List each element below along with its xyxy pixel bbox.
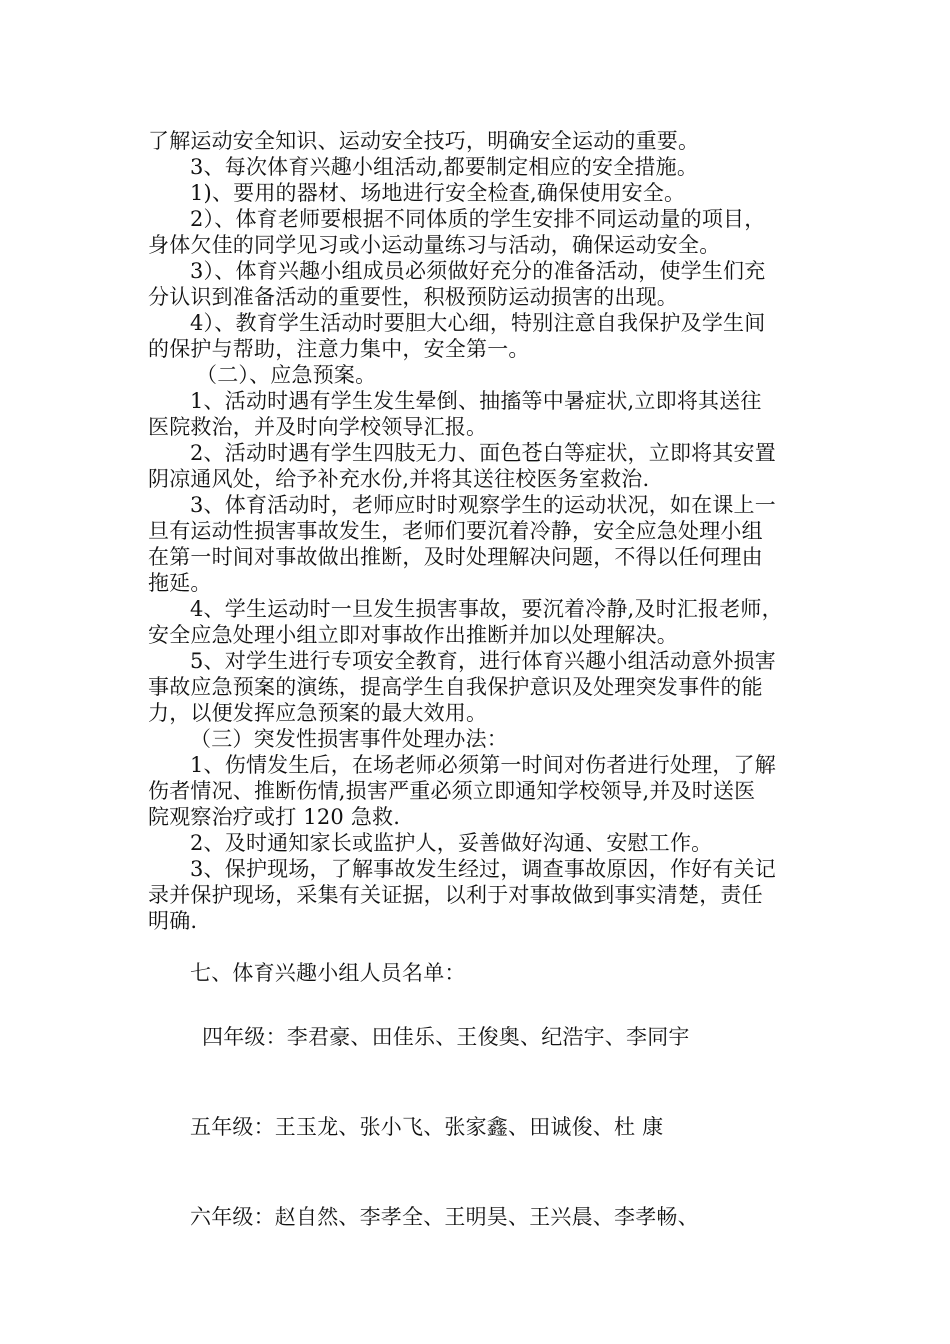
text-line-22: 事故应急预案的演练，提高学生自我保护意识及处理突发事件的能	[148, 675, 763, 699]
text-line-27: 院观察治疗或打 120 急救.	[148, 805, 401, 829]
text-line-23: 力，以便发挥应急预案的最大效用。	[148, 701, 488, 725]
text-line-14: 阴凉通风处，给予补充水份,并将其送往校医务室救治.	[148, 467, 650, 491]
text-line-5: 身体欠佳的同学见习或小运动量练习与活动，确保运动安全。	[148, 233, 721, 257]
text-line-16: 旦有运动性损害事故发生，老师们要沉着冷静，安全应急处理小组	[148, 519, 763, 543]
text-line-12: 医院救治，并及时向学校领导汇报。	[148, 415, 488, 439]
text-line-6: 3）、体育兴趣小组成员必须做好充分的准备活动，使学生们充	[190, 259, 766, 283]
roster-grade-4: 四年级：李君豪、田佳乐、王俊奥、纪浩宇、李同宇	[202, 1025, 690, 1049]
text-line-26: 伤者情况、推断伤情,损害严重必须立即通知学校领导,并及时送医	[148, 779, 756, 803]
text-line-9: 的保护与帮助，注意力集中，安全第一。	[148, 337, 530, 361]
text-line-1: 了解运动安全知识、运动安全技巧，明确安全运动的重要。	[148, 129, 700, 153]
text-line-20: 安全应急处理小组立即对事故作出推断并加以处理解决。	[148, 623, 678, 647]
text-line-15: 3、体育活动时，老师应时时观察学生的运动状况，如在课上一	[190, 493, 776, 517]
text-line-30: 录并保护现场，采集有关证据，以利于对事故做到事实清楚，责任	[148, 883, 763, 907]
section-heading-2: （二）、应急预案。	[196, 363, 377, 387]
text-line-8: 4）、教育学生活动时要胆大心细，特别注意自我保护及学生间	[190, 311, 766, 335]
text-line-2: 3、每次体育兴趣小组活动,都要制定相应的安全措施。	[190, 155, 699, 179]
text-line-13: 2、活动时遇有学生四肢无力、面色苍白等症状，立即将其安置	[190, 441, 776, 465]
text-line-11: 1、活动时遇有学生发生晕倒、抽搐等中暑症状,立即将其送往	[190, 389, 762, 413]
text-line-28: 2、及时通知家长或监护人，妥善做好沟通、安慰工作。	[190, 831, 713, 855]
section-heading-3: （三）突发性损害事件处理办法：	[190, 727, 508, 751]
text-line-7: 分认识到准备活动的重要性，积极预防运动损害的出现。	[148, 285, 678, 309]
text-line-31: 明确.	[148, 909, 198, 933]
text-line-29: 3、保护现场，了解事故发生经过，调查事故原因，作好有关记	[190, 857, 776, 881]
roster-grade-6: 六年级：赵自然、李孝全、王明昊、王兴晨、李孝畅、	[190, 1205, 699, 1229]
text-line-19: 4、学生运动时一旦发生损害事故，要沉着冷静,及时汇报老师，	[190, 597, 783, 621]
text-line-4: 2）、体育老师要根据不同体质的学生安排不同运动量的项目，	[190, 207, 766, 231]
text-line-18: 拖延。	[148, 571, 212, 595]
text-line-21: 5、对学生进行专项安全教育，进行体育兴趣小组活动意外损害	[190, 649, 776, 673]
text-line-3: 1)、要用的器材、场地进行安全检查,确保使用安全。	[190, 181, 686, 205]
text-line-25: 1、伤情发生后，在场老师必须第一时间对伤者进行处理，了解	[190, 753, 776, 777]
roster-grade-5: 五年级：王玉龙、张小飞、张家鑫、田诚俊、杜 康	[190, 1115, 664, 1139]
roster-heading: 七、体育兴趣小组人员名单：	[190, 961, 466, 985]
text-line-17: 在第一时间对事故做出推断，及时处理解决问题，不得以任何理由	[148, 545, 763, 569]
